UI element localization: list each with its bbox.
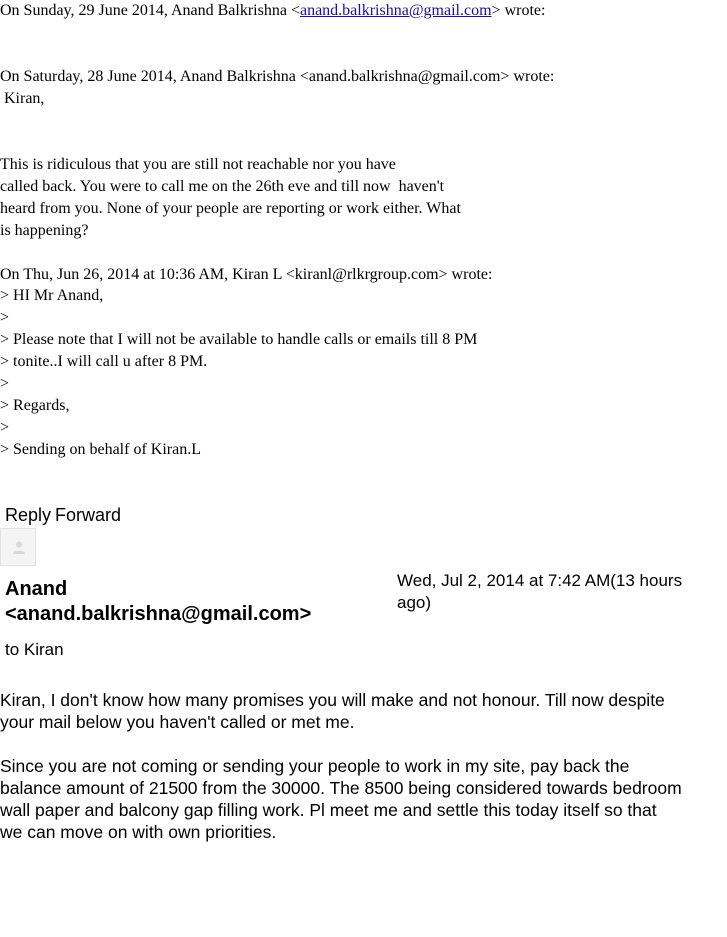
quoted-header-saturday: On Saturday, 28 June 2014, Anand Balkrishna <anand.balkrishna@gmail.com> wrote: <box>0 68 555 85</box>
body-line: balance amount of 21500 from the 30000. The 8500 being considered towards bedroom <box>0 778 682 798</box>
avatar <box>0 528 36 566</box>
quoted-line: > Please note that I will not be available to handle calls or emails till 8 PM <box>0 331 478 348</box>
body-line: Since you are not coming or sending your people to work in my site, pay back the <box>0 756 630 776</box>
quoted-header-sunday-suffix: > wrote: <box>491 2 546 19</box>
quoted-line: > <box>0 375 10 392</box>
body-line: your mail below you haven't called or met me. <box>0 712 355 732</box>
quoted-header-sunday <box>0 2 545 20</box>
quoted-line: > Sending on behalf of Kiran.L <box>0 441 201 458</box>
message-actions <box>5 505 125 526</box>
person-icon <box>12 540 26 554</box>
sender-name: Anand <box>5 578 68 600</box>
quoted-line: > <box>0 419 10 436</box>
body-line: Kiran, I don't know how many promises you will make and not honour. Till now despite <box>0 690 665 710</box>
quoted-greeting: Kiran, <box>0 90 45 107</box>
body-line: wall paper and balcony gap filling work. Pl meet me and settle this today itself so that <box>0 800 657 820</box>
quoted-para-line: called back. You were to call me on the 26th eve and till now haven't <box>0 178 445 195</box>
forward-button[interactable]: Forward <box>55 505 122 525</box>
sender-email-link[interactable]: anand.balkrishna@gmail.com <box>299 2 492 19</box>
recipient-line: to Kiran <box>5 640 64 659</box>
quoted-para-line: heard from you. None of your people are reporting or work either. What <box>0 200 461 217</box>
quoted-para-line: is happening? <box>0 222 89 239</box>
quoted-line: > Regards, <box>0 397 70 414</box>
body-line: we can move on with own priorities. <box>0 822 277 842</box>
quoted-header-sunday-prefix: On Sunday, 29 June 2014, Anand Balkrishna < <box>0 2 300 19</box>
reply-button[interactable]: Reply <box>5 505 52 525</box>
quoted-header-thursday: On Thu, Jun 26, 2014 at 10:36 AM, Kiran L <kiranl@rlkrgroup.com> wrote: <box>0 266 493 283</box>
message-date: Wed, Jul 2, 2014 at 7:42 AM(13 hours ago) <box>397 571 683 612</box>
quoted-para-line: This is ridiculous that you are still not reachable nor you have <box>0 156 396 173</box>
sender-email: <anand.balkrishna@gmail.com> <box>5 603 312 625</box>
quoted-line: > <box>0 309 10 326</box>
quoted-line: > tonite..I will call u after 8 PM. <box>0 353 208 370</box>
quoted-line: > HI Mr Anand, <box>0 287 104 304</box>
